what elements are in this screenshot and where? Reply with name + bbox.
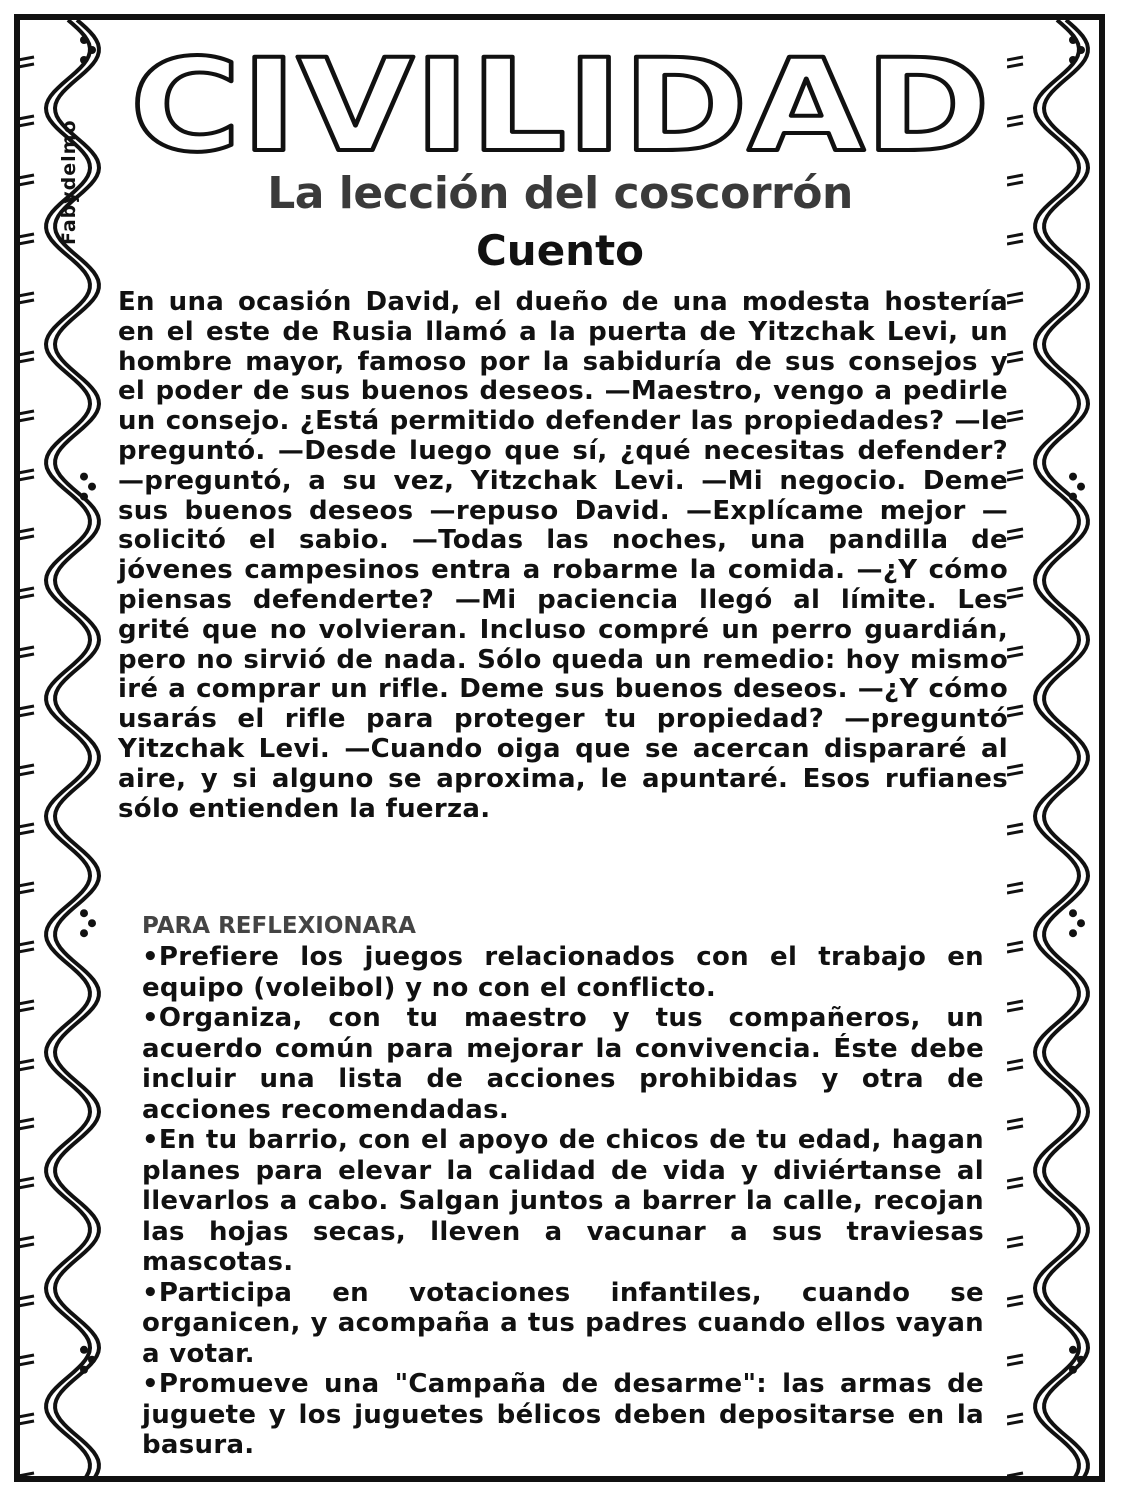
border-tick xyxy=(1007,116,1023,119)
border-dot xyxy=(1069,493,1077,501)
border-tick xyxy=(18,182,34,185)
story-subtitle: La lección del coscorrón xyxy=(267,168,853,219)
reflection-item: •Organiza, con tu maestro y tus compañeros, un acuerdo común para mejorar la convivencia. Éste debe incluir una lista de acciones prohibidas y otra de acciones recomendadas. xyxy=(142,1003,984,1125)
border-tick xyxy=(1007,1303,1023,1306)
border-tick xyxy=(1007,300,1023,303)
border-tick xyxy=(18,1008,34,1011)
border-tick xyxy=(18,175,34,178)
border-tick xyxy=(18,1185,34,1188)
border-tick xyxy=(1007,1473,1023,1476)
border-tick xyxy=(1007,175,1023,178)
story-paragraph: En una ocasión David, el dueño de una modesta hostería en el este de Rusia llamó a la puerta de Yitzchak Levi, un hombre mayor, famoso por la sabiduría de sus consejos y el poder de sus buenos deseos. —Maestro, vengo a pedirle un consejo. ¿Está permitido defender las propiedades? —le preguntó. —Desde luego que sí, ¿qué necesitas defender? —preguntó, a su vez, Yitzchak Levi. —Mi negocio. Deme sus buenos deseos —repuso David. —Explícame mejor —solicitó el sabio. —Todas las noches, una pandilla de jóvenes campesinos entra a robarme la comida. —¿Y cómo piensas defenderte? —Mi paciencia llegó al límite. Les grité que no volvieran. Incluso compré un perro guardián, pero no sirvió de nada. Sólo queda un remedio: hoy mismo iré a comprar un rifle. Deme sus buenos deseos. —¿Y cómo usarás el rifle para proteger tu propiedad? —preguntó Yitzchak Levi. —Cuando oiga que se acercan dispararé al aire, y si alguno se aproxima, le apuntaré. Esos rufianes sólo entienden la fuerza. xyxy=(118,287,1008,824)
border-tick xyxy=(1007,234,1023,237)
border-tick xyxy=(1007,772,1023,775)
border-tick xyxy=(18,1414,34,1417)
reflection-list xyxy=(142,942,984,1461)
border-tick xyxy=(18,1421,34,1424)
border-dot xyxy=(1077,483,1085,491)
border-tick xyxy=(18,359,34,362)
border-dot xyxy=(80,1346,88,1354)
border-dot xyxy=(1069,1346,1077,1354)
border-tick xyxy=(1007,1067,1023,1070)
border-tick xyxy=(1007,713,1023,716)
border-tick xyxy=(18,706,34,709)
border-tick xyxy=(1007,1244,1023,1247)
border-tick xyxy=(18,883,34,886)
border-dot xyxy=(88,919,96,927)
border-dot xyxy=(1077,46,1085,54)
border-tick xyxy=(18,234,34,237)
border-dot xyxy=(1069,1366,1077,1374)
border-tick xyxy=(18,241,34,244)
reflection-item: •Promueve una "Campaña de desarme": las armas de juguete y los juguetes bélicos deben depositarse en la basura. xyxy=(142,1369,984,1460)
border-tick xyxy=(18,1119,34,1122)
border-tick xyxy=(1007,1119,1023,1122)
page-title xyxy=(120,38,1000,168)
border-tick xyxy=(1007,1355,1023,1358)
border-tick xyxy=(18,1362,34,1365)
border-tick xyxy=(1007,470,1023,473)
border-tick xyxy=(18,64,34,67)
border-tick xyxy=(1007,654,1023,657)
border-tick xyxy=(18,713,34,716)
border-tick xyxy=(18,529,34,532)
border-tick xyxy=(18,772,34,775)
border-tick xyxy=(1007,293,1023,296)
border-tick xyxy=(18,1473,34,1476)
border-tick xyxy=(18,300,34,303)
border-tick xyxy=(1007,1185,1023,1188)
border-tick xyxy=(1007,647,1023,650)
author-watermark: Fabydelmo xyxy=(58,119,80,245)
right-wavy-border-decoration xyxy=(1007,20,1107,1480)
border-dot xyxy=(80,929,88,937)
border-tick xyxy=(18,942,34,945)
border-dot xyxy=(1069,473,1077,481)
border-tick xyxy=(1007,123,1023,126)
border-tick xyxy=(18,1001,34,1004)
wavy-line xyxy=(1044,20,1088,1480)
border-tick xyxy=(18,765,34,768)
border-tick xyxy=(1007,890,1023,893)
border-tick xyxy=(18,352,34,355)
border-tick xyxy=(18,470,34,473)
border-tick xyxy=(1007,477,1023,480)
border-dot xyxy=(80,493,88,501)
border-tick xyxy=(1007,64,1023,67)
border-dot xyxy=(88,1356,96,1364)
story-genre: Cuento xyxy=(475,226,645,275)
border-tick xyxy=(1007,1060,1023,1063)
wavy-line xyxy=(1035,20,1079,1480)
border-tick xyxy=(1007,765,1023,768)
reflection-heading: PARA REFLEXIONARA xyxy=(142,913,416,939)
border-tick xyxy=(1007,57,1023,60)
border-tick xyxy=(1007,182,1023,185)
border-tick xyxy=(1007,1296,1023,1299)
border-tick xyxy=(1007,536,1023,539)
border-tick xyxy=(1007,949,1023,952)
border-tick xyxy=(18,477,34,480)
border-tick xyxy=(18,411,34,414)
border-dot xyxy=(1069,56,1077,64)
border-tick xyxy=(18,1296,34,1299)
border-tick xyxy=(1007,595,1023,598)
border-tick xyxy=(1007,1178,1023,1181)
border-tick xyxy=(18,1178,34,1181)
border-tick xyxy=(1007,359,1023,362)
border-tick xyxy=(1007,529,1023,532)
border-tick xyxy=(18,1303,34,1306)
border-tick xyxy=(18,57,34,60)
border-tick xyxy=(1007,1362,1023,1365)
border-tick xyxy=(1007,588,1023,591)
border-dot xyxy=(80,473,88,481)
border-tick xyxy=(1007,1126,1023,1129)
border-dot xyxy=(80,909,88,917)
border-tick xyxy=(1007,418,1023,421)
border-tick xyxy=(18,418,34,421)
title-outline-text: CIVILIDAD xyxy=(130,38,990,168)
border-tick xyxy=(18,1067,34,1070)
reflection-item: •Participa en votaciones infantiles, cuando se organicen, y acompaña a tus padres cuando ellos vayan a votar. xyxy=(142,1277,984,1369)
border-tick xyxy=(18,831,34,834)
border-tick xyxy=(18,647,34,650)
border-dot xyxy=(1069,909,1077,917)
border-tick xyxy=(18,588,34,591)
reflection-item: •Prefiere los juegos relacionados con el trabajo en equipo (voleibol) y no con el conflicto. xyxy=(142,942,984,1003)
border-tick xyxy=(1007,883,1023,886)
border-tick xyxy=(1007,1414,1023,1417)
border-tick xyxy=(18,536,34,539)
border-tick xyxy=(18,824,34,827)
border-tick xyxy=(18,1237,34,1240)
border-dot xyxy=(1077,1356,1085,1364)
border-tick xyxy=(18,116,34,119)
border-dot xyxy=(88,483,96,491)
border-tick xyxy=(1007,411,1023,414)
border-tick xyxy=(18,1244,34,1247)
border-tick xyxy=(18,890,34,893)
border-tick xyxy=(18,949,34,952)
border-tick xyxy=(1007,241,1023,244)
border-tick xyxy=(18,1126,34,1129)
border-tick xyxy=(1007,1001,1023,1004)
border-tick xyxy=(1007,1008,1023,1011)
border-tick xyxy=(18,654,34,657)
border-dot xyxy=(80,1366,88,1374)
border-tick xyxy=(18,595,34,598)
border-dot xyxy=(1077,919,1085,927)
border-tick xyxy=(18,1060,34,1063)
border-tick xyxy=(1007,1237,1023,1240)
border-tick xyxy=(1007,831,1023,834)
border-tick xyxy=(18,123,34,126)
border-dot xyxy=(1069,929,1077,937)
border-tick xyxy=(1007,824,1023,827)
border-dot xyxy=(80,56,88,64)
border-dot xyxy=(1069,36,1077,44)
border-tick xyxy=(1007,352,1023,355)
border-tick xyxy=(1007,942,1023,945)
border-tick xyxy=(1007,706,1023,709)
border-tick xyxy=(18,1355,34,1358)
border-dot xyxy=(88,46,96,54)
border-dot xyxy=(80,36,88,44)
border-tick xyxy=(18,293,34,296)
reflection-item: •En tu barrio, con el apoyo de chicos de tu edad, hagan planes para elevar la calidad de vida y diviértanse al llevarlos a cabo. Salgan juntos a barrer la calle, recojan las hojas secas, lleven a vacunar a sus traviesas mascotas. xyxy=(142,1125,984,1277)
border-tick xyxy=(1007,1421,1023,1424)
